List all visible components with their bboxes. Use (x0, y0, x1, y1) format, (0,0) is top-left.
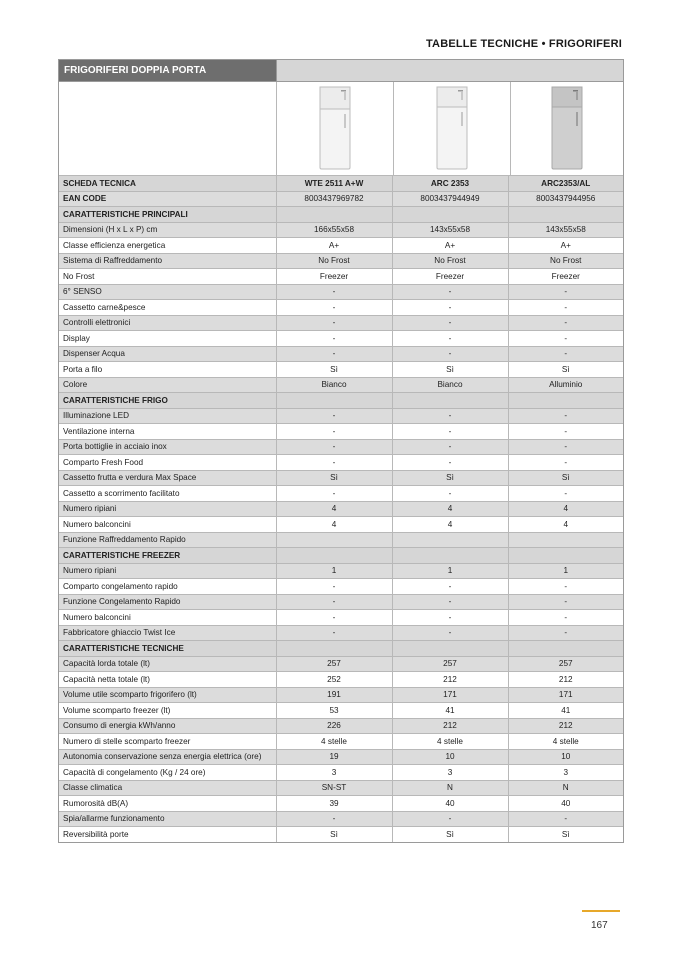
table-row (59, 377, 623, 393)
cell-value: 3 (508, 765, 623, 781)
row-label: Dimensioni (H x L x P) cm (59, 222, 276, 238)
cell-value: 40 (508, 796, 623, 812)
table-row (59, 470, 623, 486)
cell-value: 4 (508, 517, 623, 533)
section-empty-cell (276, 548, 392, 564)
cell-value: 8003437969782 (276, 191, 392, 207)
cell-value: No Frost (276, 253, 392, 269)
cell-value: SN-ST (276, 780, 392, 796)
row-label: Capacità lorda totale (lt) (59, 656, 276, 672)
cell-value: 143x55x58 (392, 222, 508, 238)
cell-value: - (508, 594, 623, 610)
column-header: ARC2353/AL (508, 176, 623, 192)
row-label: Classe efficienza energetica (59, 238, 276, 254)
table-row (59, 811, 623, 827)
cell-value: 1 (276, 563, 392, 579)
row-label: Rumorosità dB(A) (59, 796, 276, 812)
cell-value: 3 (392, 765, 508, 781)
row-label: Display (59, 331, 276, 347)
cell-value: - (276, 300, 392, 316)
cell-value: 4 (508, 501, 623, 517)
cell-value: - (276, 315, 392, 331)
cell-value: Bianco (276, 377, 392, 393)
cell-value: Sì (276, 827, 392, 842)
cell-value: Sì (508, 362, 623, 378)
spec-table-body (59, 176, 623, 842)
cell-value: No Frost (392, 253, 508, 269)
cell-value: - (508, 284, 623, 300)
cell-value: - (276, 455, 392, 471)
cell-value: Bianco (392, 377, 508, 393)
cell-value: Freezer (392, 269, 508, 285)
row-label: Controlli elettronici (59, 315, 276, 331)
cell-value: Alluminio (508, 377, 623, 393)
cell-value: 53 (276, 703, 392, 719)
cell-value: 4 stelle (276, 734, 392, 750)
row-label: Fabbricatore ghiaccio Twist Ice (59, 625, 276, 641)
cell-value: 4 (392, 517, 508, 533)
row-label: Ventilazione interna (59, 424, 276, 440)
page-number: 167 (591, 920, 608, 931)
cell-value: 212 (508, 718, 623, 734)
cell-value: - (392, 486, 508, 502)
table-row (59, 610, 623, 626)
table-row (59, 315, 623, 331)
cell-value: - (392, 331, 508, 347)
cell-value (392, 532, 508, 548)
cell-value: 4 (276, 501, 392, 517)
footer-accent-line (582, 910, 620, 912)
row-label: EAN CODE (59, 191, 276, 207)
product-image-row (59, 81, 623, 175)
table-row (59, 749, 623, 765)
column-header-row (59, 176, 623, 192)
cell-value: - (508, 625, 623, 641)
section-empty-cell (276, 641, 392, 657)
cell-value: - (392, 424, 508, 440)
section-header-row (59, 548, 623, 564)
section-empty-cell (508, 207, 623, 223)
cell-value: - (508, 300, 623, 316)
row-label: Numero ripiani (59, 501, 276, 517)
table-row (59, 331, 623, 347)
row-label: Porta a filo (59, 362, 276, 378)
cell-value: A+ (508, 238, 623, 254)
section-header-row (59, 641, 623, 657)
row-label: Consumo di energia kWh/anno (59, 718, 276, 734)
table-row (59, 424, 623, 440)
row-label: Autonomia conservazione senza energia elettrica (ore) (59, 749, 276, 765)
cell-value: 191 (276, 687, 392, 703)
table-row (59, 455, 623, 471)
spec-table (59, 175, 623, 842)
cell-value: 212 (392, 672, 508, 688)
table-row (59, 672, 623, 688)
section-empty-cell (392, 548, 508, 564)
cell-value: Sì (276, 362, 392, 378)
table-row (59, 300, 623, 316)
cell-value: - (392, 579, 508, 595)
image-row-blank (59, 82, 276, 175)
cell-value: - (276, 594, 392, 610)
cell-value: - (276, 439, 392, 455)
cell-value: 41 (392, 703, 508, 719)
cell-value: - (508, 439, 623, 455)
table-row (59, 238, 623, 254)
cell-value: 143x55x58 (508, 222, 623, 238)
ean-row (59, 191, 623, 207)
cell-value: - (276, 284, 392, 300)
cell-value: 166x55x58 (276, 222, 392, 238)
cell-value: 8003437944949 (392, 191, 508, 207)
cell-value: Freezer (508, 269, 623, 285)
table-row (59, 780, 623, 796)
cell-value: - (392, 346, 508, 362)
cell-value: - (392, 408, 508, 424)
section-empty-cell (508, 393, 623, 409)
row-label: Cassetto a scorrimento facilitato (59, 486, 276, 502)
cell-value: 257 (508, 656, 623, 672)
cell-value (276, 532, 392, 548)
product-image-cell-1 (276, 82, 393, 175)
cell-value: - (392, 625, 508, 641)
table-row (59, 346, 623, 362)
product-image-cell-2 (393, 82, 510, 175)
row-label: Numero ripiani (59, 563, 276, 579)
row-label: Classe climatica (59, 780, 276, 796)
cell-value: 4 stelle (508, 734, 623, 750)
cell-value: N (392, 780, 508, 796)
row-label: Volume utile scomparto frigorifero (lt) (59, 687, 276, 703)
cell-value: 4 (276, 517, 392, 533)
row-label: 6° SENSO (59, 284, 276, 300)
table-row (59, 594, 623, 610)
section-header-row (59, 393, 623, 409)
cell-value: - (276, 625, 392, 641)
table-row (59, 408, 623, 424)
table-row (59, 796, 623, 812)
cell-value: 10 (392, 749, 508, 765)
section-empty-cell (392, 207, 508, 223)
cell-value: 39 (276, 796, 392, 812)
table-row (59, 625, 623, 641)
cell-value: Sì (508, 827, 623, 842)
cell-value: - (508, 486, 623, 502)
section-empty-cell (508, 548, 623, 564)
spec-sheet (58, 59, 624, 843)
cell-value: - (276, 424, 392, 440)
row-label: Capacità netta totale (lt) (59, 672, 276, 688)
cell-value: Freezer (276, 269, 392, 285)
table-row (59, 656, 623, 672)
cell-value: - (276, 331, 392, 347)
cell-value: - (392, 811, 508, 827)
cell-value: - (276, 610, 392, 626)
table-row (59, 827, 623, 842)
cell-value: - (508, 811, 623, 827)
cell-value: - (392, 455, 508, 471)
row-label: Numero balconcini (59, 517, 276, 533)
page-header-title: TABELLE TECNICHE • FRIGORIFERI (425, 38, 622, 50)
table-row (59, 734, 623, 750)
cell-value: Sì (392, 470, 508, 486)
sheet-title-filler (276, 60, 623, 81)
table-row (59, 501, 623, 517)
cell-value: N (508, 780, 623, 796)
cell-value: Sì (276, 470, 392, 486)
cell-value: 252 (276, 672, 392, 688)
cell-value: - (276, 486, 392, 502)
cell-value: 212 (392, 718, 508, 734)
table-row (59, 222, 623, 238)
cell-value: 171 (508, 687, 623, 703)
table-row (59, 687, 623, 703)
section-empty-cell (508, 641, 623, 657)
cell-value: 41 (508, 703, 623, 719)
cell-value: 4 stelle (392, 734, 508, 750)
cell-value: - (392, 610, 508, 626)
row-label: Capacità di congelamento (Kg / 24 ore) (59, 765, 276, 781)
cell-value: Sì (508, 470, 623, 486)
row-label: Funzione Raffreddamento Rapido (59, 532, 276, 548)
cell-value: 257 (392, 656, 508, 672)
table-row (59, 579, 623, 595)
cell-value: Sì (392, 827, 508, 842)
column-header: WTE 2511 A+W (276, 176, 392, 192)
cell-value: - (508, 408, 623, 424)
table-row (59, 269, 623, 285)
row-label: Colore (59, 377, 276, 393)
table-row (59, 563, 623, 579)
cell-value: 4 (392, 501, 508, 517)
silver-fridge-image (551, 86, 583, 170)
cell-value: - (508, 315, 623, 331)
cell-value: 8003437944956 (508, 191, 623, 207)
row-label: Illuminazione LED (59, 408, 276, 424)
sheet-title-row (59, 60, 623, 81)
table-row (59, 703, 623, 719)
section-empty-cell (392, 393, 508, 409)
cell-value: - (276, 408, 392, 424)
table-row (59, 718, 623, 734)
cell-value: 1 (392, 563, 508, 579)
section-title: CARATTERISTICHE TECNICHE (59, 641, 276, 657)
cell-value: 19 (276, 749, 392, 765)
cell-value: - (392, 300, 508, 316)
cell-value (508, 532, 623, 548)
table-row (59, 486, 623, 502)
cell-value: 40 (392, 796, 508, 812)
row-label: Spia/allarme funzionamento (59, 811, 276, 827)
column-header: SCHEDA TECNICA (59, 176, 276, 192)
cell-value: 10 (508, 749, 623, 765)
cell-value: 1 (508, 563, 623, 579)
sheet-title: FRIGORIFERI DOPPIA PORTA (59, 60, 276, 81)
cell-value: No Frost (508, 253, 623, 269)
white-fridge-image (436, 86, 468, 170)
table-row (59, 284, 623, 300)
cell-value: - (508, 424, 623, 440)
row-label: Volume scomparto freezer (lt) (59, 703, 276, 719)
row-label: Numero balconcini (59, 610, 276, 626)
table-row (59, 253, 623, 269)
section-empty-cell (392, 641, 508, 657)
cell-value: - (276, 346, 392, 362)
cell-value: A+ (276, 238, 392, 254)
row-label: Cassetto frutta e verdura Max Space (59, 470, 276, 486)
cell-value: 257 (276, 656, 392, 672)
section-title: CARATTERISTICHE PRINCIPALI (59, 207, 276, 223)
cell-value: - (392, 315, 508, 331)
cell-value: Sì (392, 362, 508, 378)
cell-value: 212 (508, 672, 623, 688)
cell-value: - (392, 439, 508, 455)
section-title: CARATTERISTICHE FRIGO (59, 393, 276, 409)
row-label: Cassetto carne&pesce (59, 300, 276, 316)
product-image-cell-3 (510, 82, 623, 175)
cell-value: - (508, 610, 623, 626)
row-label: Reversibilità porte (59, 827, 276, 842)
row-label: Comparto Fresh Food (59, 455, 276, 471)
table-row (59, 439, 623, 455)
table-row (59, 765, 623, 781)
section-title: CARATTERISTICHE FREEZER (59, 548, 276, 564)
white-fridge-image (319, 86, 351, 170)
row-label: No Frost (59, 269, 276, 285)
table-row (59, 362, 623, 378)
section-empty-cell (276, 393, 392, 409)
row-label: Dispenser Acqua (59, 346, 276, 362)
section-header-row (59, 207, 623, 223)
row-label: Numero di stelle scomparto freezer (59, 734, 276, 750)
cell-value: - (508, 331, 623, 347)
cell-value: 3 (276, 765, 392, 781)
row-label: Sistema di Raffreddamento (59, 253, 276, 269)
cell-value: - (508, 455, 623, 471)
table-row (59, 517, 623, 533)
cell-value: 226 (276, 718, 392, 734)
cell-value: 171 (392, 687, 508, 703)
table-row (59, 532, 623, 548)
column-header: ARC 2353 (392, 176, 508, 192)
cell-value: - (508, 346, 623, 362)
cell-value: - (276, 579, 392, 595)
row-label: Comparto congelamento rapido (59, 579, 276, 595)
cell-value: - (392, 594, 508, 610)
cell-value: - (276, 811, 392, 827)
cell-value: A+ (392, 238, 508, 254)
row-label: Porta bottiglie in acciaio inox (59, 439, 276, 455)
section-empty-cell (276, 207, 392, 223)
cell-value: - (392, 284, 508, 300)
row-label: Funzione Congelamento Rapido (59, 594, 276, 610)
cell-value: - (508, 579, 623, 595)
